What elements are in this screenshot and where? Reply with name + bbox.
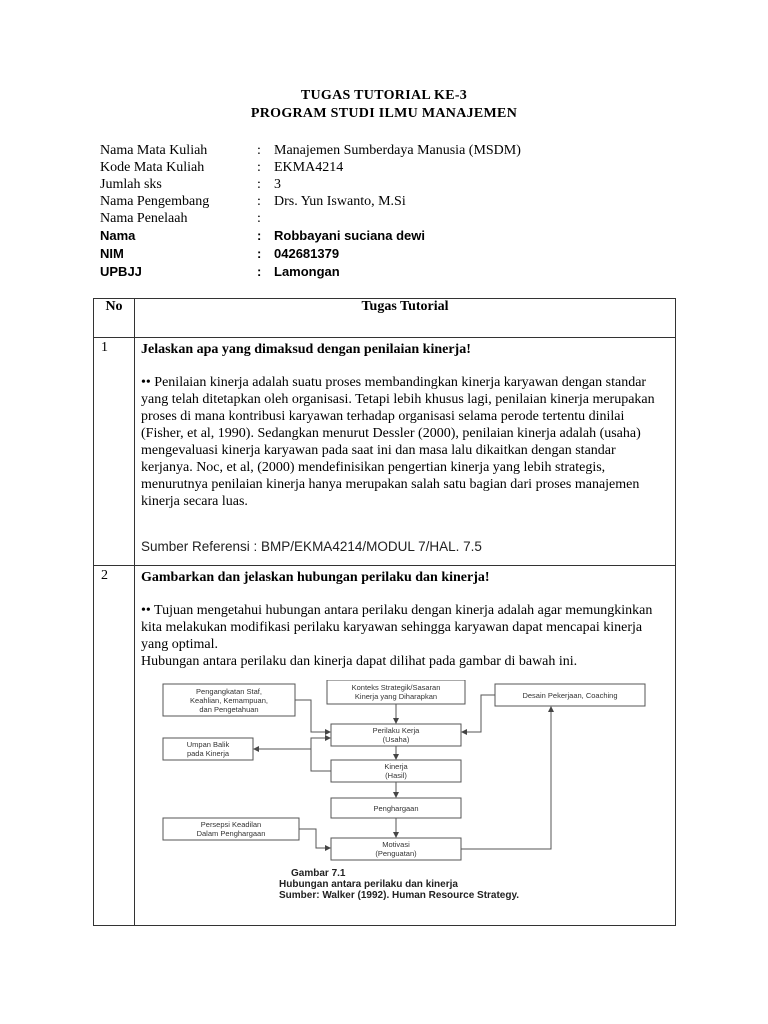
answer-text-2: Hubungan antara perilaku dan kinerja dapat dilihat pada gambar di bawah ini. xyxy=(141,654,578,669)
caption-source: Sumber: Walker (1992). Human Resource Strategy. xyxy=(279,890,520,901)
diagram-svg xyxy=(141,680,661,915)
task-cell xyxy=(135,566,676,926)
caption-title: Hubungan antara perilaku dan kinerja xyxy=(279,879,458,890)
info-row: Nama Pengembang : Drs. Yun Iswanto, M.Si xyxy=(100,194,406,209)
label-perilaku-2: (Usaha) xyxy=(382,735,410,744)
info-row: Nama Penelaah : xyxy=(100,211,261,226)
label-perilaku-1: Perilaku Kerja xyxy=(372,726,420,735)
label-kinerja-1: Kinerja xyxy=(384,762,408,771)
reference-text: Sumber Referensi : BMP/EKMA4214/MODUL 7/HAL. 7.5 xyxy=(141,539,482,554)
label-penghargaan: Penghargaan xyxy=(373,804,419,813)
task-cell xyxy=(135,338,676,566)
student-row: UPBJJ : Lamongan xyxy=(100,264,340,279)
info-row: Jumlah sks : 3 xyxy=(100,177,281,192)
student-row: NIM : 042681379 xyxy=(100,246,340,261)
question-text: Gambarkan dan jelaskan hubungan perilaku dan kinerja! xyxy=(141,570,490,585)
tutorial-table xyxy=(93,298,676,926)
document-subtitle: PROGRAM STUDI ILMU MANAJEMEN xyxy=(250,106,518,121)
label-persepsi-2: Dalam Penghargaan xyxy=(196,829,266,838)
label-pengangkatan-3: dan Pengetahuan xyxy=(199,705,259,714)
label-umpan-2: pada Kinerja xyxy=(186,749,230,758)
question-text: Jelaskan apa yang dimaksud dengan penilaian kinerja! xyxy=(141,342,471,357)
label-konteks-2: Kinerja yang Diharapkan xyxy=(354,692,438,701)
answer-text: •• Penilaian kinerja adalah suatu proses membandingkan kinerja karyawan dengan standar yang telah ditetapkan oleh organisasi. Tetapi lebih khusus lagi, penilaian kinerja merupakan proses di mana kontribusi karyawan terhadap organisasi selama perode tertentu dinilai (Fisher, et al, 1990). Sedangkan menurut Dessler (2000), penilaian kinerja adalah (usaha) mengevaluasi kinerja karyawan pada saat ini dan masa lalu dikaitkan dengan standar kerjanya. Noc, et al, (2000) mendefinisikan pengertian kinerja yang lebih strategis, menurutnya penilaian kinerja hanya merupakan salah satu bagian dari proses manajemen kinerja secara luas. xyxy=(141,375,655,509)
table-row xyxy=(94,338,676,566)
label-konteks-1: Konteks Strategik/Sasaran xyxy=(351,683,441,692)
behavior-performance-diagram xyxy=(141,680,669,915)
info-row: Nama Mata Kuliah : Manajemen Sumberdaya Manusia (MSDM) xyxy=(100,143,521,158)
student-row: Nama : Robbayani suciana dewi xyxy=(100,228,425,243)
row-number: 2 xyxy=(94,566,135,926)
info-row: Kode Mata Kuliah : EKMA4214 xyxy=(100,160,344,175)
header-no: No xyxy=(94,299,135,338)
label-desain: Desain Pekerjaan, Coaching xyxy=(522,691,618,700)
answer-text: •• Tujuan mengetahui hubungan antara perilaku dengan kinerja adalah agar memungkinkan kita melakukan modifikasi perilaku karyawan sehingga karyawan dapat mencapai kinerja yang optimal. xyxy=(141,603,653,652)
label-motivasi-2: (Penguatan) xyxy=(375,849,417,858)
label-pengangkatan-1: Pengangkatan Staf, xyxy=(196,687,262,696)
caption-figure: Gambar 7.1 xyxy=(291,868,346,879)
document-title: TUGAS TUTORIAL KE-3 xyxy=(300,88,468,103)
course-info xyxy=(100,142,521,281)
label-kinerja-2: (Hasil) xyxy=(385,771,407,780)
label-umpan-1: Umpan Balik xyxy=(186,740,230,749)
label-motivasi-1: Motivasi xyxy=(382,840,410,849)
label-pengangkatan-2: Keahlian, Kemampuan, xyxy=(190,696,268,705)
header-task: Tugas Tutorial xyxy=(135,299,676,338)
label-persepsi-1: Persepsi Keadilan xyxy=(200,820,262,829)
row-number: 1 xyxy=(94,338,135,566)
table-row xyxy=(94,566,676,926)
table-header-row xyxy=(94,299,676,338)
